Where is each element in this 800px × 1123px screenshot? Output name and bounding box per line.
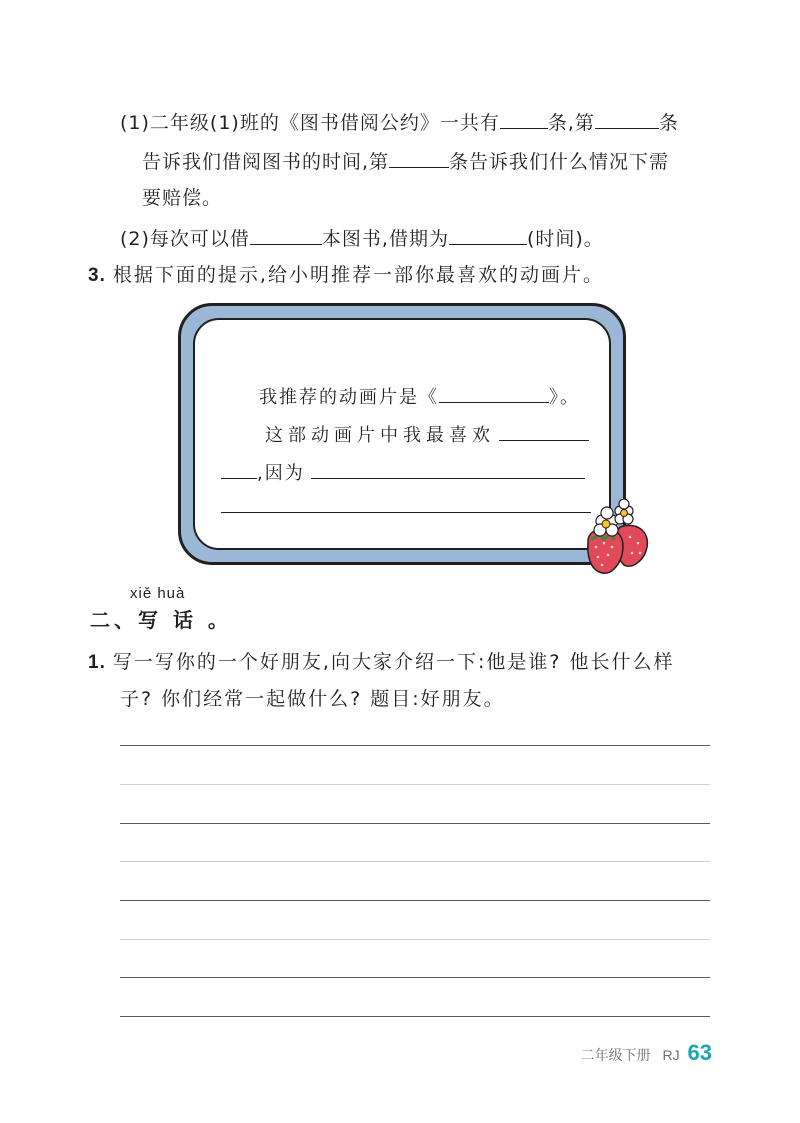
- writing-rule[interactable]: [120, 745, 710, 746]
- writing-rule[interactable]: [120, 823, 710, 824]
- writing-line-2: [120, 686, 505, 712]
- q1-text-f: 要赔偿。: [142, 187, 223, 209]
- q3-line: [88, 262, 604, 289]
- writing-rule[interactable]: [120, 1016, 710, 1017]
- q3-number: 3.: [88, 265, 106, 286]
- q2-text-c: (时间)。: [526, 228, 604, 250]
- q1-text-a: (1)二年级(1)班的《图书借阅公约》一共有: [120, 112, 500, 134]
- q2-blank-2[interactable]: [449, 224, 527, 245]
- footer-book: 二年级下册: [580, 1047, 651, 1063]
- section-title-text: 二、写 话 。: [90, 608, 232, 632]
- card-line-2: [265, 420, 589, 448]
- card-blank-reason-2[interactable]: [221, 512, 591, 513]
- writing-guide: [120, 784, 710, 785]
- q2-blank-1[interactable]: [250, 224, 322, 245]
- q2-text-a: (2)每次可以借: [120, 228, 250, 250]
- page-footer: [581, 1040, 712, 1066]
- q1-blank-1[interactable]: [500, 108, 548, 129]
- strawberry-flower-icon: [580, 499, 660, 579]
- card-frame: [178, 303, 626, 565]
- card-text-d: ,因为: [257, 463, 305, 484]
- writing-guide: [120, 861, 710, 862]
- writing-text-1: 写一写你的一个好朋友,向大家介绍一下:他是谁? 他长什么样: [112, 651, 675, 673]
- q1-line-3: [142, 185, 222, 211]
- card-text-b: 》。: [549, 387, 580, 408]
- q2-text-b: 本图书,借期为: [321, 228, 449, 250]
- q3-text: 根据下面的提示,给小明推荐一部你最喜欢的动画片。: [112, 264, 604, 286]
- writing-guide: [120, 939, 710, 940]
- card-line-3: [221, 458, 585, 486]
- card-blank-reason-1[interactable]: [311, 458, 585, 479]
- recommendation-card: [178, 303, 646, 575]
- q1-line-1: [120, 108, 679, 136]
- card-text-a: 我推荐的动画片是《: [259, 387, 439, 408]
- card-blank-favorite[interactable]: [499, 420, 589, 441]
- q1-text-c: 条: [658, 112, 679, 134]
- page-number: 63: [687, 1040, 712, 1065]
- card-body: [193, 318, 611, 550]
- q2-line: [120, 224, 604, 252]
- writing-text-2: 子? 你们经常一起做什么? 题目:好朋友。: [120, 688, 505, 710]
- section-pinyin: xiě huà: [130, 585, 186, 602]
- q1-text-b: 条,第: [547, 112, 595, 134]
- footer-edition: RJ: [662, 1047, 680, 1063]
- writing-rule[interactable]: [120, 900, 710, 901]
- q1-blank-3[interactable]: [389, 147, 449, 168]
- card-line-1: [259, 382, 580, 410]
- q1-text-d: 告诉我们借阅图书的时间,第: [142, 151, 390, 173]
- q1-blank-2[interactable]: [595, 108, 659, 129]
- section-title: [90, 607, 232, 633]
- writing-rule[interactable]: [120, 977, 710, 978]
- q1-text-e: 条告诉我们什么情况下需: [449, 151, 670, 173]
- card-blank-title[interactable]: [439, 382, 549, 403]
- writing-line-1: [88, 649, 674, 676]
- card-blank-char[interactable]: [221, 458, 257, 479]
- card-text-c: 这部动画片中我最喜欢: [265, 425, 495, 446]
- q1-line-2: [142, 147, 669, 175]
- writing-number: 1.: [88, 652, 106, 673]
